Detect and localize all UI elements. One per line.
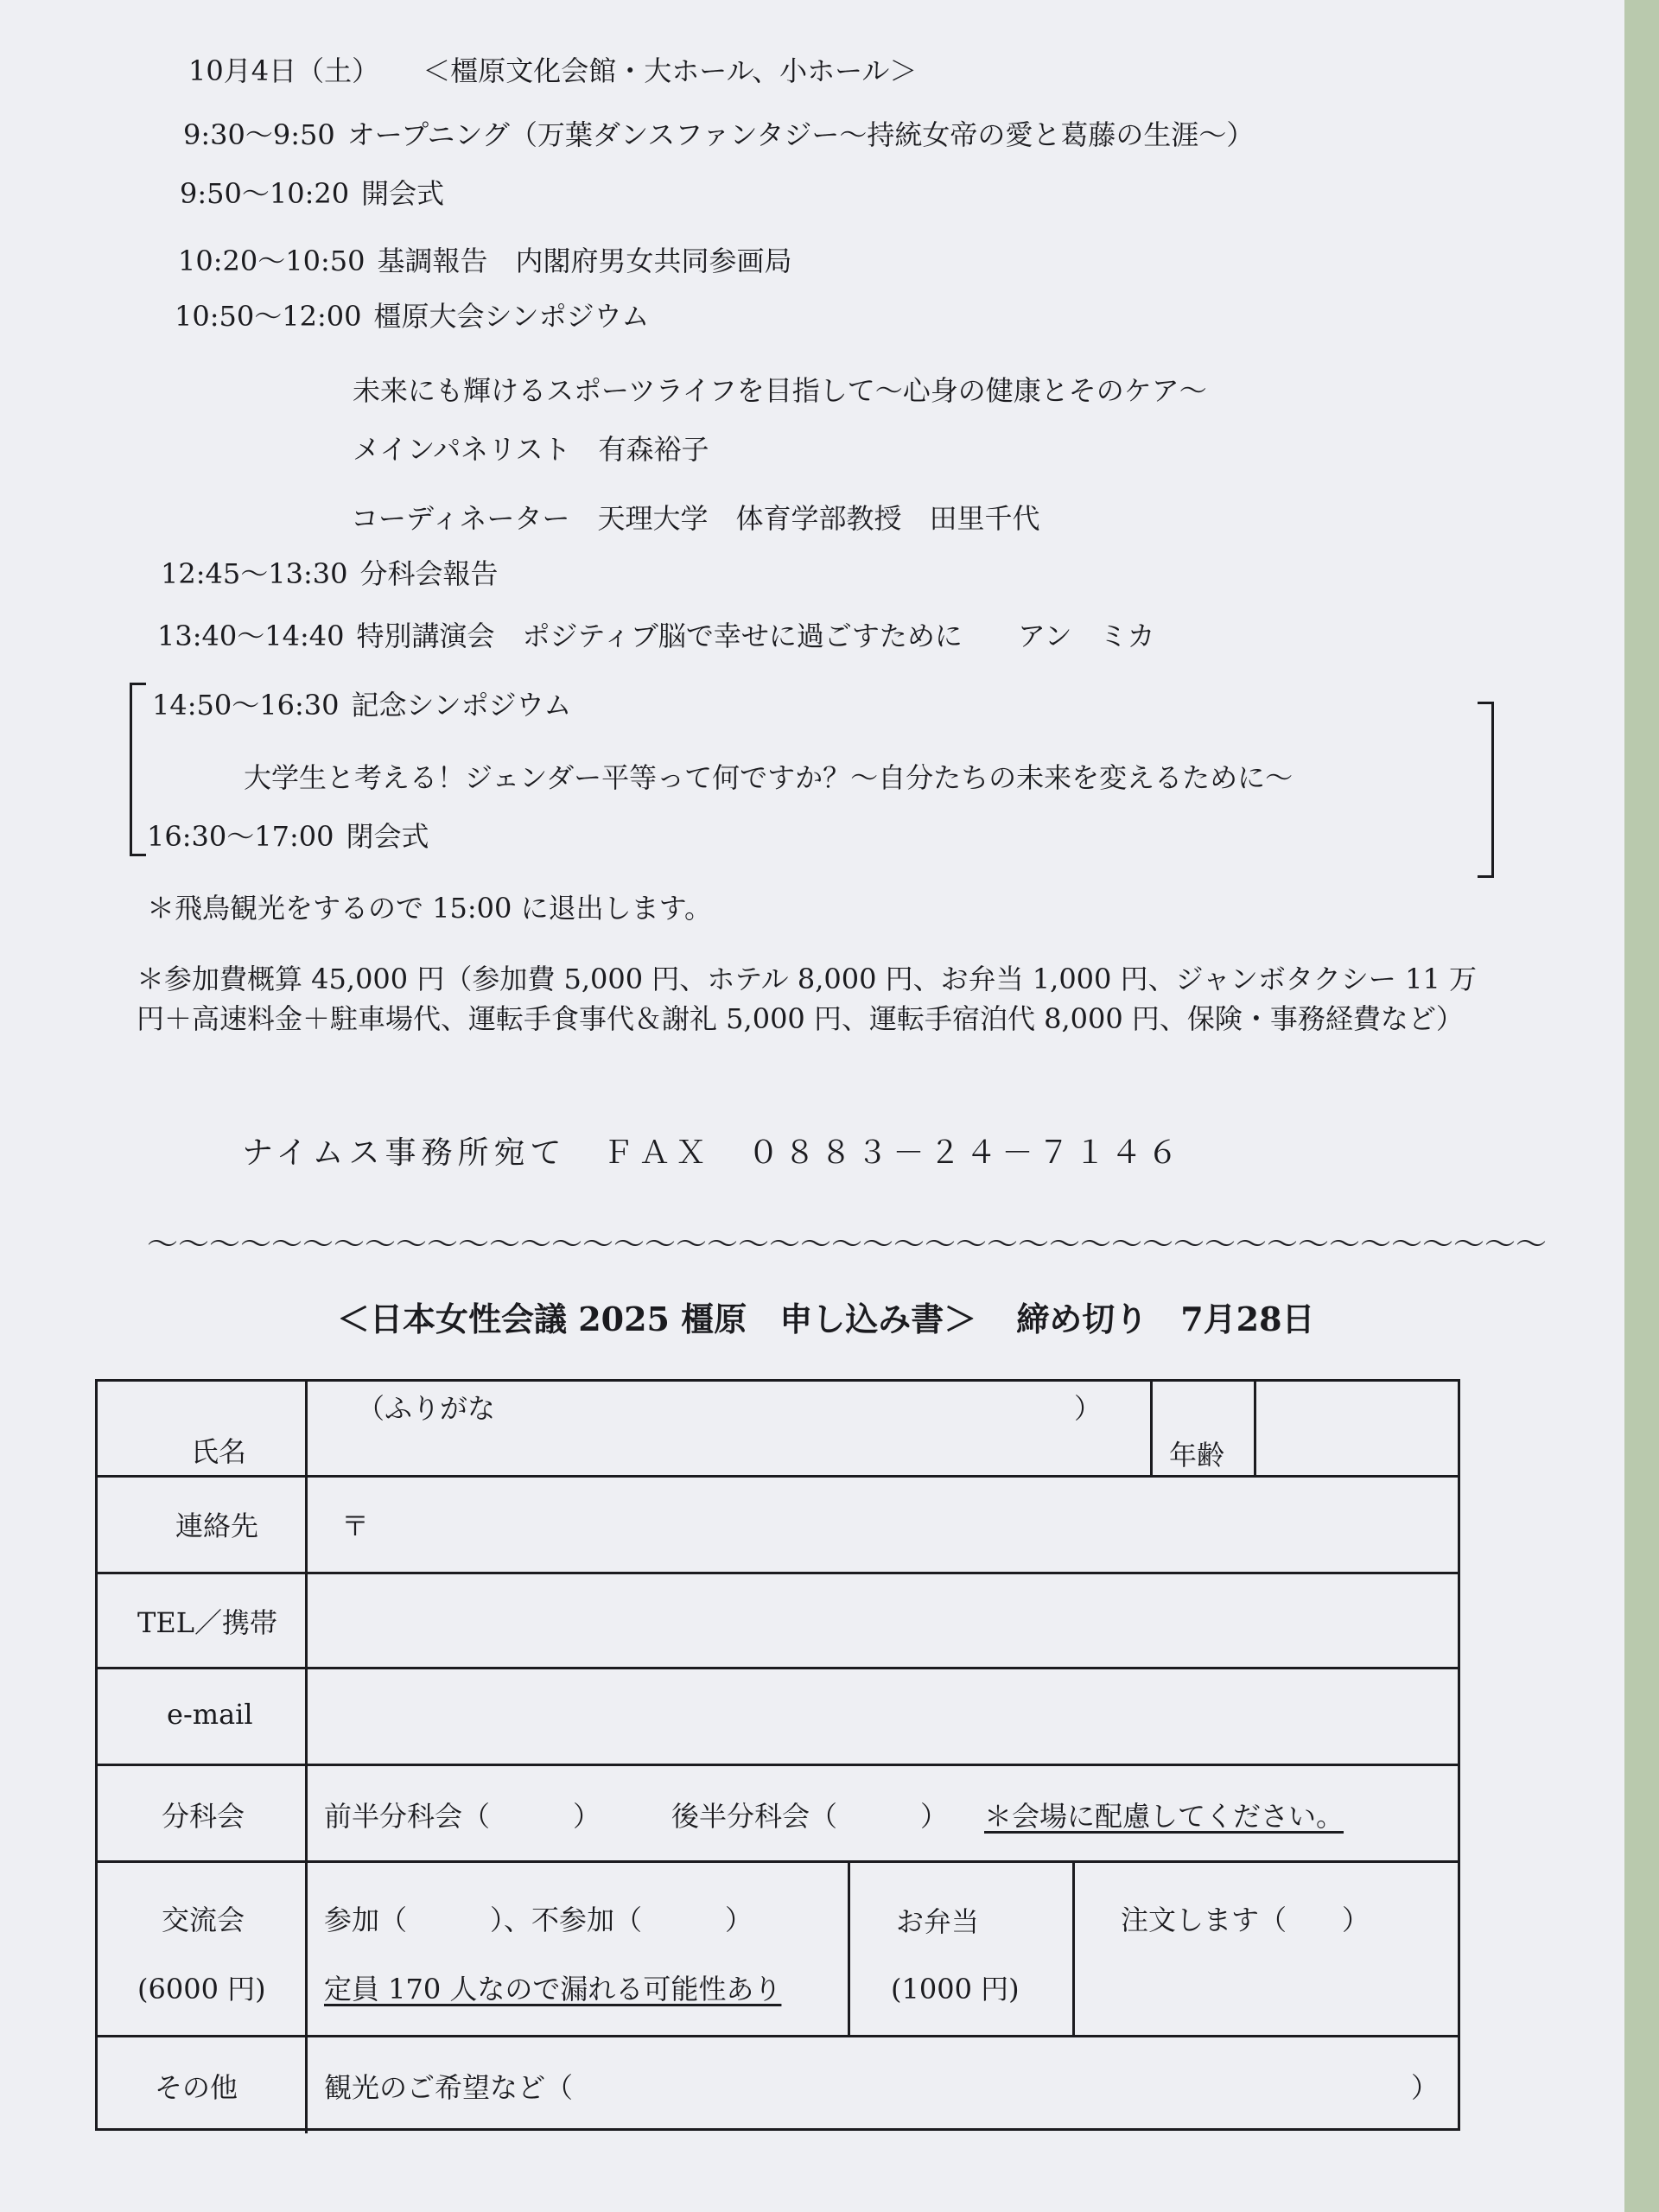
tel-label: TEL／携帯 — [137, 1606, 277, 1639]
schedule-text: 橿原大会シンポジウム — [373, 300, 650, 333]
other-text: 観光のご希望など（ — [324, 2071, 574, 2104]
schedule-text: 開会式 — [361, 177, 445, 210]
bento-price: (1000 円) — [891, 1973, 1020, 2005]
bracket-left — [130, 683, 146, 856]
bento-label: お弁当 — [896, 1905, 980, 1938]
symposium-theme: 未来にも輝けるスポーツライフを目指して～心身の健康とそのケア～ — [353, 374, 1207, 407]
application-form — [95, 1379, 1460, 2131]
schedule-item-memorial-symposium — [152, 688, 571, 722]
schedule-date: 10月4日（土） — [188, 54, 380, 87]
schedule-text: 閉会式 — [346, 820, 429, 853]
koryu-label: 交流会 — [162, 1904, 245, 1936]
schedule-time: 9:30～9:50 — [183, 118, 335, 151]
coordinator: コーディネーター 天理大学 体育学部教授 田里千代 — [351, 502, 1040, 535]
form-title-text: ＜日本女性会議 2025 橿原 申し込み書＞ — [337, 1300, 977, 1338]
note-asuka: ＊飛鳥観光をするので 15:00 に退出します。 — [147, 892, 713, 925]
schedule-time: 13:40～14:40 — [157, 620, 345, 652]
schedule-text: 記念シンポジウム — [351, 689, 572, 721]
schedule-text: オープニング（万葉ダンスファンタジー～持統女帝の愛と葛藤の生涯～） — [346, 118, 1255, 151]
row-divider — [98, 2035, 1458, 2037]
bunka-first-field[interactable]: 前半分科会（ ） — [324, 1800, 601, 1833]
koryu-note: 定員 170 人なので漏れる可能性あり — [324, 1973, 782, 2005]
age-label: 年齢 — [1169, 1439, 1225, 1471]
tel-field[interactable] — [317, 1586, 1449, 1658]
age-field[interactable] — [1264, 1389, 1454, 1468]
bunka-note: ＊会場に配慮してください。 — [984, 1800, 1344, 1833]
furigana-close: ） — [1074, 1392, 1103, 1425]
other-close: ） — [1411, 2071, 1440, 2104]
schedule-header — [188, 54, 917, 88]
schedule-item-symposium — [175, 299, 649, 334]
col-divider — [1150, 1382, 1153, 1475]
bento-order-field[interactable]: 注文します（ ） — [1121, 1904, 1370, 1936]
fax-line: ナイムス事務所宛て ＦＡＸ ０８８３－２４－７１４６ — [242, 1135, 1184, 1171]
other-label: その他 — [155, 2071, 238, 2104]
schedule-item-keynote — [178, 244, 791, 278]
schedule-text: 基調報告 内閣府男女共同参画局 — [377, 245, 792, 277]
schedule-time: 10:20～10:50 — [178, 245, 365, 277]
schedule-text: 分科会報告 — [359, 557, 499, 590]
separator: ～～～～～～～～～～～～～～～～～～～～～～～～～～～～～～～～～～～～～～～～～～～～～ — [147, 1227, 1548, 1262]
row-divider — [98, 1667, 1458, 1669]
email-label: e-mail — [167, 1698, 253, 1731]
note-fee: ＊参加費概算 45,000 円（参加費 5,000 円、ホテル 8,000 円、お弁当 1,000 円、ジャンボタクシー 11 万円＋高速料金＋駐車場代、運転手食事代＆謝礼 5,000 円、運転手宿泊代 8,000 円、保険・事務経費など） — [137, 963, 1477, 1035]
schedule-item-bunka-report — [161, 556, 498, 591]
postal-mark: 〒 — [341, 1510, 370, 1542]
other-field[interactable] — [582, 2056, 1376, 2116]
col-divider — [1072, 1860, 1075, 2035]
row-divider — [98, 1764, 1458, 1766]
schedule-item-opening-ceremony — [180, 176, 444, 211]
bracket-right — [1478, 702, 1494, 878]
schedule-time: 14:50～16:30 — [152, 689, 340, 721]
schedule-item-closing — [147, 819, 429, 854]
bunka-second-field[interactable]: 後半分科会（ ） — [671, 1800, 949, 1833]
koryu-price: (6000 円) — [137, 1973, 266, 2005]
furigana-label: （ふりがな — [357, 1392, 496, 1425]
row-divider — [98, 1860, 1458, 1863]
address-field[interactable] — [374, 1494, 1446, 1563]
memorial-theme: 大学生と考える！ジェンダー平等って何ですか？～自分たちの未来を変えるために～ — [244, 761, 1294, 794]
schedule-time: 9:50～10:20 — [180, 177, 350, 210]
schedule-time: 10:50～12:00 — [175, 300, 362, 333]
schedule-item-opening — [183, 118, 1254, 152]
schedule-item-special-lecture — [157, 619, 1155, 653]
col-divider — [848, 1860, 850, 2035]
row-divider — [98, 1475, 1458, 1478]
koryu-attend-field[interactable]: 参加（ ）、不参加（ ） — [324, 1904, 753, 1936]
row-divider — [98, 1572, 1458, 1574]
email-field[interactable] — [317, 1681, 1449, 1755]
col-divider — [305, 1382, 308, 2133]
name-label: 氏名 — [191, 1435, 247, 1468]
schedule-venue: ＜橿原文化会館・大ホール、小ホール＞ — [423, 54, 918, 87]
schedule-text: 特別講演会 ポジティブ脳で幸せに過ごすために アン ミカ — [356, 620, 1155, 652]
form-deadline: 締め切り 7月28日 — [1016, 1300, 1315, 1338]
name-field[interactable] — [314, 1430, 1143, 1468]
contact-label: 連絡先 — [175, 1510, 259, 1542]
col-divider — [1254, 1382, 1256, 1475]
schedule-time: 16:30～17:00 — [147, 820, 334, 853]
main-panelist: メインパネリスト 有森裕子 — [353, 433, 709, 466]
bunka-label: 分科会 — [162, 1800, 245, 1833]
schedule-time: 12:45～13:30 — [161, 557, 348, 590]
form-title — [337, 1293, 1315, 1340]
